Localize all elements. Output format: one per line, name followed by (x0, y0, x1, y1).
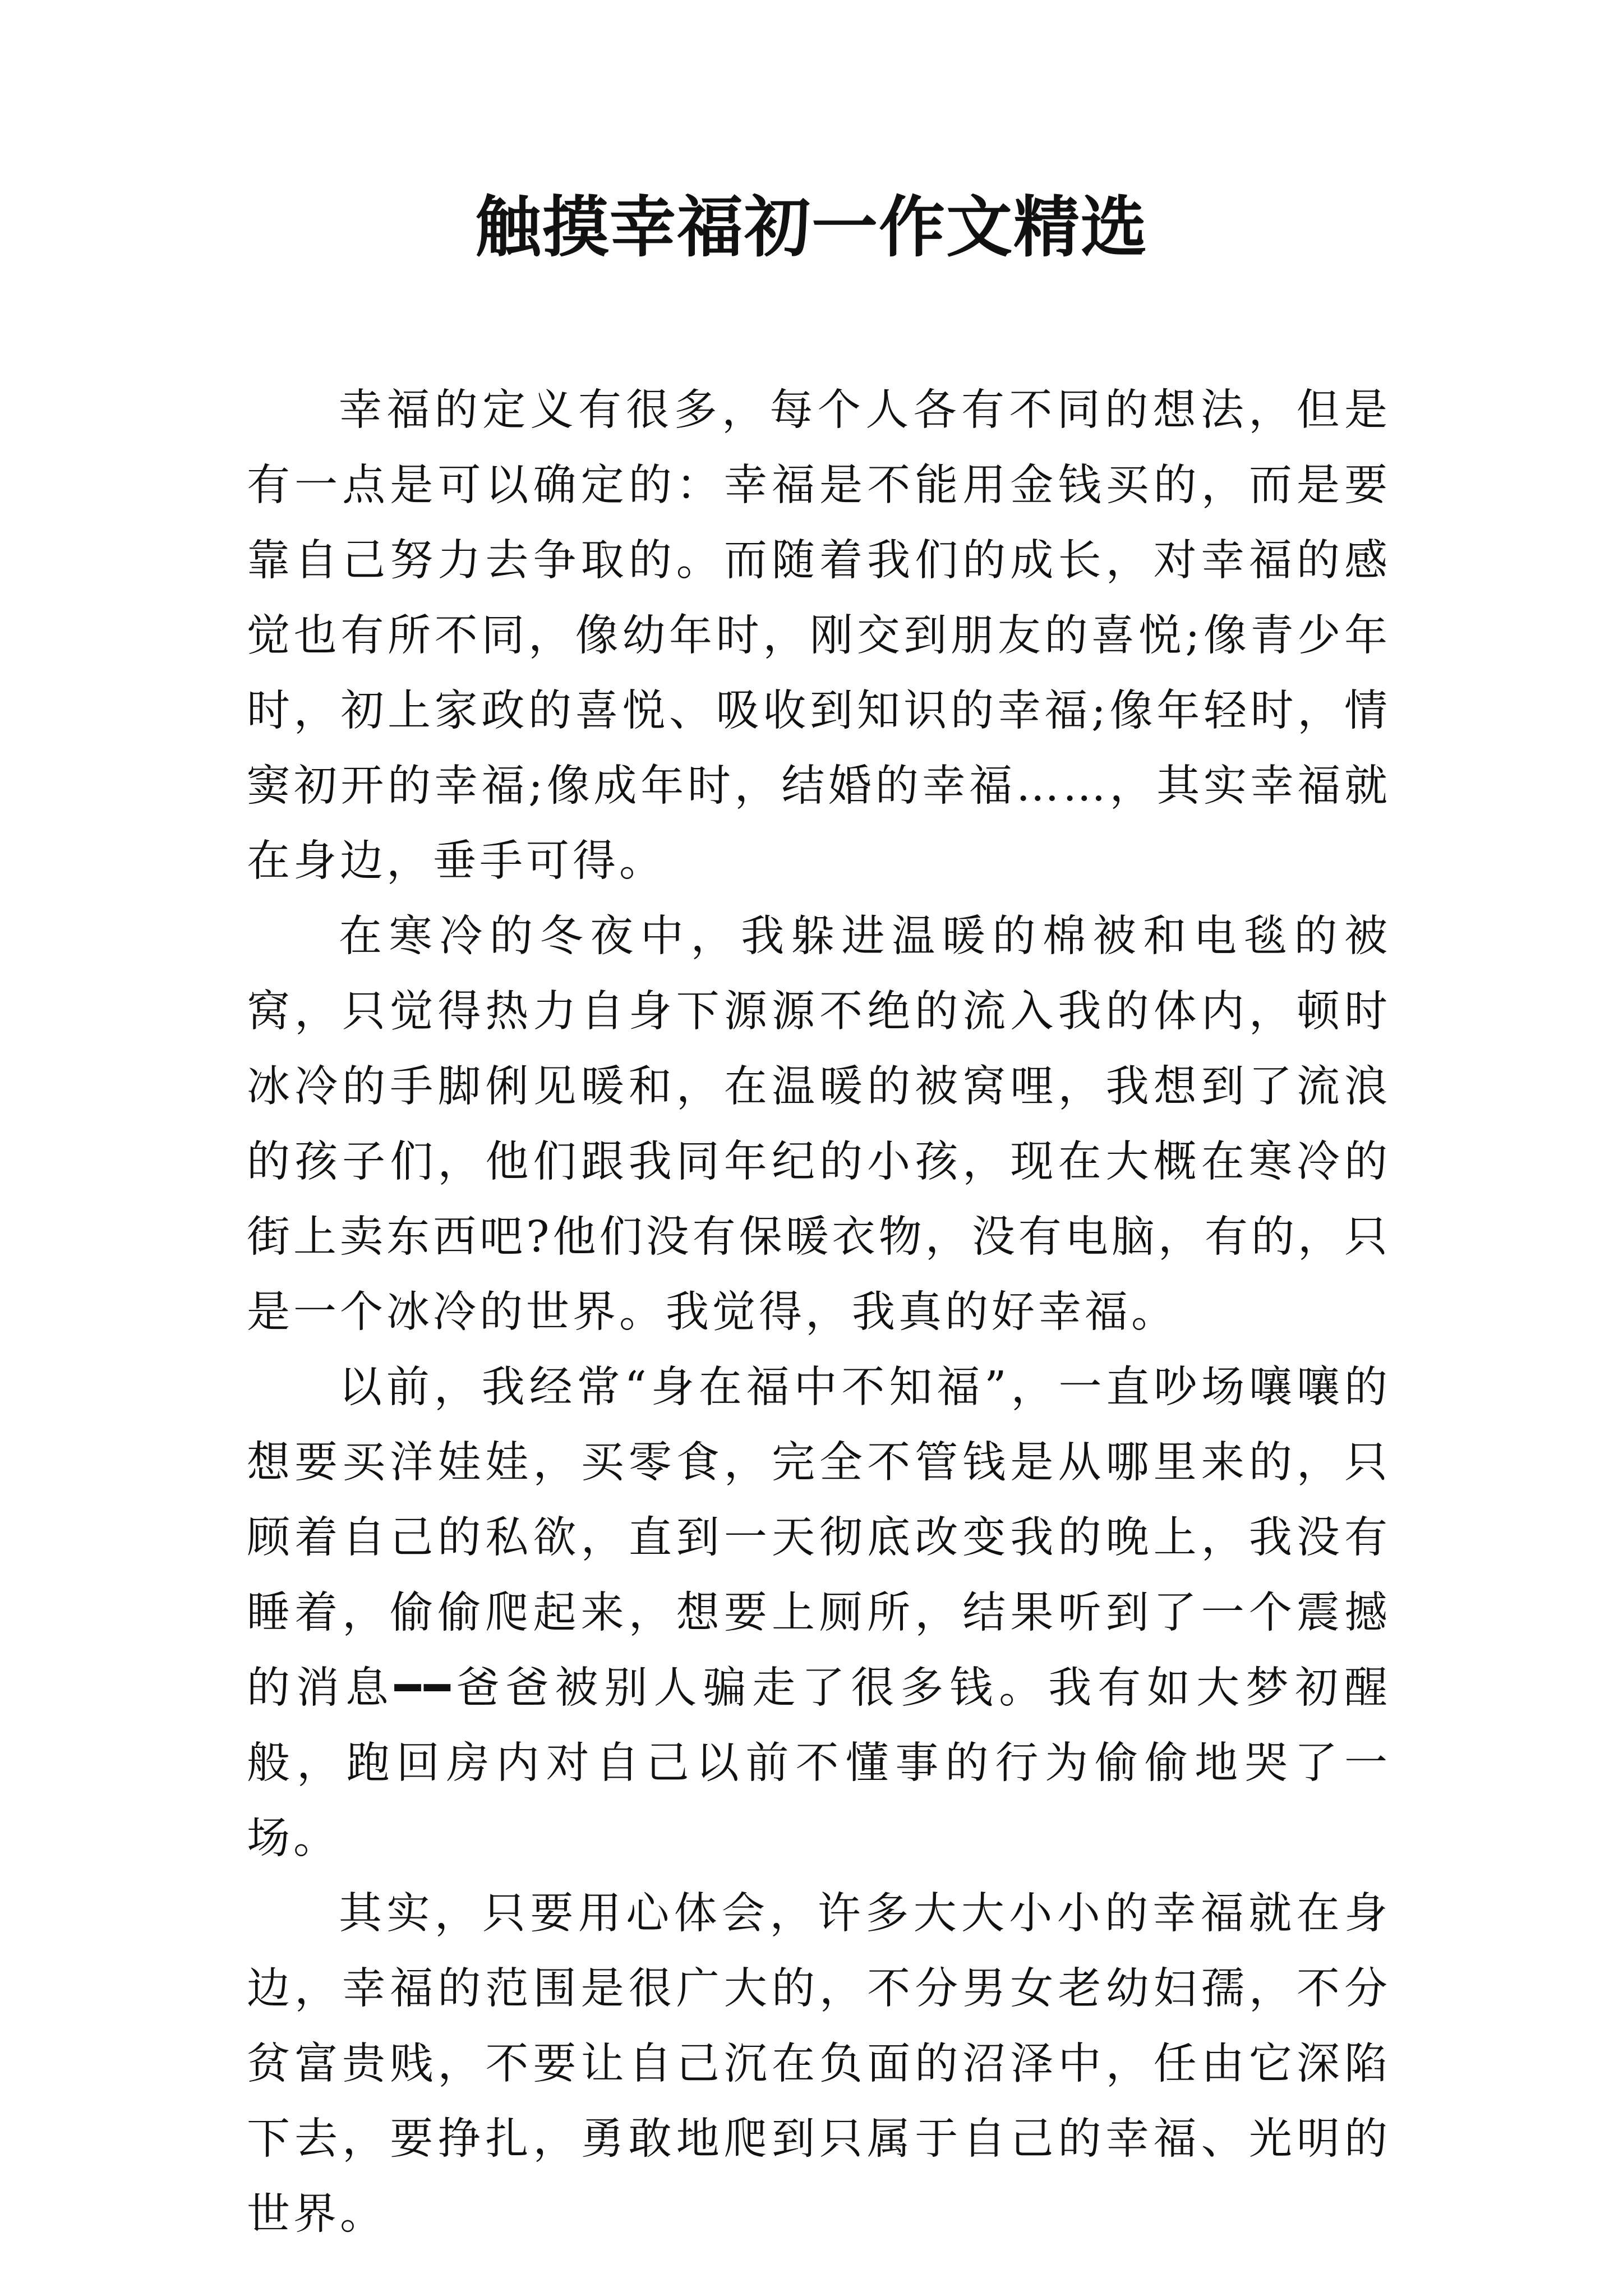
document-body (247, 373, 1391, 2252)
paragraph-1: 幸福的定义有很多，每个人各有不同的想法，但是有一点是可以确定的：幸福是不能用金钱买的，而是要靠自己努力去争取的。而随着我们的成长，对幸福的感觉也有所不同，像幼年时，刚交到朋友的喜悦;像青少年时，初上家政的喜悦、吸收到知识的幸福;像年轻时，情窦初开的幸福;像成年时，结婚的幸福……，其实幸福就在身边，垂手可得。 (247, 385, 1391, 886)
paragraph-2: 在寒冷的冬夜中，我躲进温暖的棉被和电毯的被窝，只觉得热力自身下源源不绝的流入我的体内，顿时冰冷的手脚俐见暖和，在温暖的被窝哩，我想到了流浪的孩子们，他们跟我同年纪的小孩，现在大概在寒冷的街上卖东西吧?他们没有保暖衣物，没有电脑，有的，只是一个冰冷的世界。我觉得，我真的好幸福。 (247, 912, 1391, 1337)
paragraph-3: 以前，我经常“身在福中不知福”，一直吵场嚷嚷的想要买洋娃娃，买零食，完全不管钱是从哪里来的，只顾着自己的私欲，直到一天彻底改变我的晚上，我没有睡着，偷偷爬起来，想要上厕所，结果听到了一个震撼的消息━━爸爸被别人骗走了很多钱。我有如大梦初醒般，跑回房内对自己以前不懂事的行为偷偷地哭了一场。 (247, 1363, 1391, 1864)
paragraph-4: 其实，只要用心体会，许多大大小小的幸福就在身边，幸福的范围是很广大的，不分男女老幼妇孺，不分贫富贵贱，不要让自己沉在负面的沼泽中，任由它深陷下去，要挣扎，勇敢地爬到只属于自己的幸福、光明的世界。 (247, 1889, 1391, 2239)
document-title: 触摸幸福初一作文精选 (474, 188, 1148, 266)
